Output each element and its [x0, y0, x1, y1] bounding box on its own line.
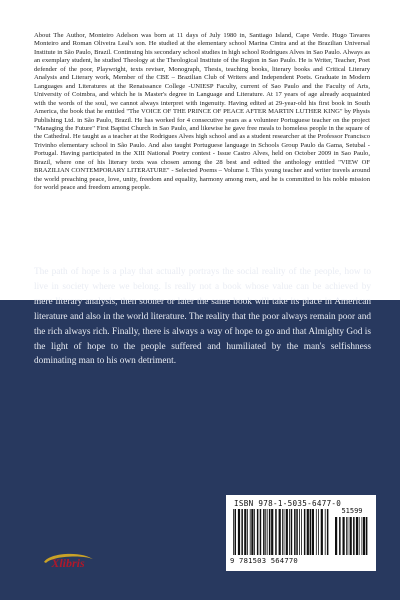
barcode-bar [257, 509, 259, 555]
barcode-bar [244, 509, 246, 555]
barcode-bar [279, 509, 281, 555]
barcode-bar [307, 509, 309, 555]
barcode-bar [233, 509, 234, 555]
book-blurb: The path of hope is a play that actually portrays the social reality of the people, how to live in society where we belong. Is really not a book whose value can be achieved by mere literary analysis, then sooner or later the same book will take its place in American literature and also in the world literature. The reality that the poor always remain poor and the rich always rich. Finally, there is always a way of hope to go and that Almighty God is the light of hope to the people suffered and humiliated by the man's selfishness dominating man to his own detriment. [34, 267, 371, 367]
barcode-bar [289, 509, 290, 555]
svg-text:Xlibris: Xlibris [51, 556, 85, 570]
barcode-bar [291, 509, 293, 555]
barcode-bar [350, 517, 352, 555]
barcode-bar [296, 509, 298, 555]
barcode-bar [346, 517, 347, 555]
barcode-bar [238, 509, 240, 555]
barcode-bar [359, 517, 360, 555]
barcode-bar [325, 509, 326, 555]
barcode-bar [275, 509, 277, 555]
barcode-bar [241, 509, 243, 555]
barcode-bar [286, 509, 288, 555]
barcode-bar [321, 509, 323, 555]
barcode-bar [260, 509, 262, 555]
barcode-bar [310, 509, 312, 555]
barcode-bar [366, 517, 368, 555]
barcode-bar [247, 509, 248, 555]
barcode-bar [363, 517, 365, 555]
barcode-bar [327, 509, 329, 555]
price-addon-barcode [334, 517, 370, 555]
barcode-bar [269, 509, 271, 555]
barcode-bar [335, 517, 337, 555]
barcode-bar [316, 509, 317, 555]
barcode-bar [362, 517, 363, 555]
barcode-bar [348, 517, 349, 555]
barcode-bar [251, 509, 253, 555]
barcode-bar [353, 517, 355, 555]
barcode-bar [294, 509, 296, 555]
barcode-bar [356, 517, 358, 555]
barcode-bar [343, 517, 345, 555]
ean13-barcode [232, 509, 330, 555]
xlibris-logo-icon [40, 551, 96, 573]
barcode-bar [282, 509, 283, 555]
xlibris-logo [40, 551, 96, 573]
barcode-bar [271, 509, 273, 555]
barcode-bar [312, 509, 314, 555]
barcode-bar [304, 509, 306, 555]
barcode-bar [250, 509, 251, 555]
barcode-digits: 9 781503 564770 [230, 556, 298, 565]
barcode-bar [339, 517, 341, 555]
barcode-bar [235, 509, 237, 555]
price-code: 51599 [341, 507, 363, 515]
isbn-barcode [226, 495, 376, 571]
barcode-bar [263, 509, 265, 555]
barcode-bar [299, 509, 300, 555]
about-author-text: About The Author, Monteiro Adelson was born at 11 days of July 1980 in, Santiago Island, Cape Verde. Hugo Tavares Monteiro and Roman Oliveira Leal's son. He studied at the elementary school Marina Cintra and at the Brazilian Universal Institute in São Paulo, Brazil. Continuing his secondary school studies in high school Rodrigues Alves in Sao Paulo. Always as an exemplary student, he studied Theology at the Theological Institute of the Region in Sao Paulo. He is Writer, Teacher, Poet defender of the poor, Playwright, texts reviser, Monograph, Thesis, teaching books, literary books and Critical Literary Analysis and Literary work, Member of the CBE – Brazilian Club of Writers and Independent Poets. Graduate in Modern Languages and Literatures at the Renaissance College -UNIESP Faculty, current of Sao Paulo and the Faculty of Arts, University of Coimbra, and which he is Master's degree in Language and Literature. At 17 years of age already acquainted with the words of the soul, we cannot always interpret with ingenuity. Having edited at 29-year-old his first book in South America, the book that he entitled "The VOICE OF THE PRINCE OF PEACE AFTER MARTIN LUTHER KING" by Physis Publishing Ltd. in São Paulo, Brazil. He has worked for 4 consecutive years as a volunteer Portuguese teacher on the project "Managing the Future" First Baptist Church in Sao Paulo, and likewise he gave free meals to homeless people in the square of the Cathedral. He taught as a teacher at the Rodrigues Alves high school and as a student researcher at the Professor Francisco Trivinho elementary school in São Paulo. And also taught Portuguese language in Schools Group Paulo da Gama, Setubal - Portugal. Having participated in the XIII National Poetry contest - Issue Castro Alves, held on October 2009 in Sao Paulo, Brazil, where one of his literary texts was chosen among the 28 best and edited the anthology entitled "VIEW OF BRAZILIAN CONTEMPORARY LITERATURE" - Selected Poems – Volume I. This young teacher and writer travels around the world preaching peace, love, unity, freedom and equality, harmony among men, and he is committed to his noble mission for world peace and freedom among people. [34, 32, 370, 192]
isbn-label: ISBN 978-1-5035-6477-0 [234, 499, 342, 508]
barcode-bar [284, 509, 285, 555]
barcode-bar [254, 509, 255, 555]
barcode-bar [301, 509, 302, 555]
barcode-bar [265, 509, 266, 555]
barcode-bar [267, 509, 268, 555]
barcode-bar [318, 509, 319, 555]
